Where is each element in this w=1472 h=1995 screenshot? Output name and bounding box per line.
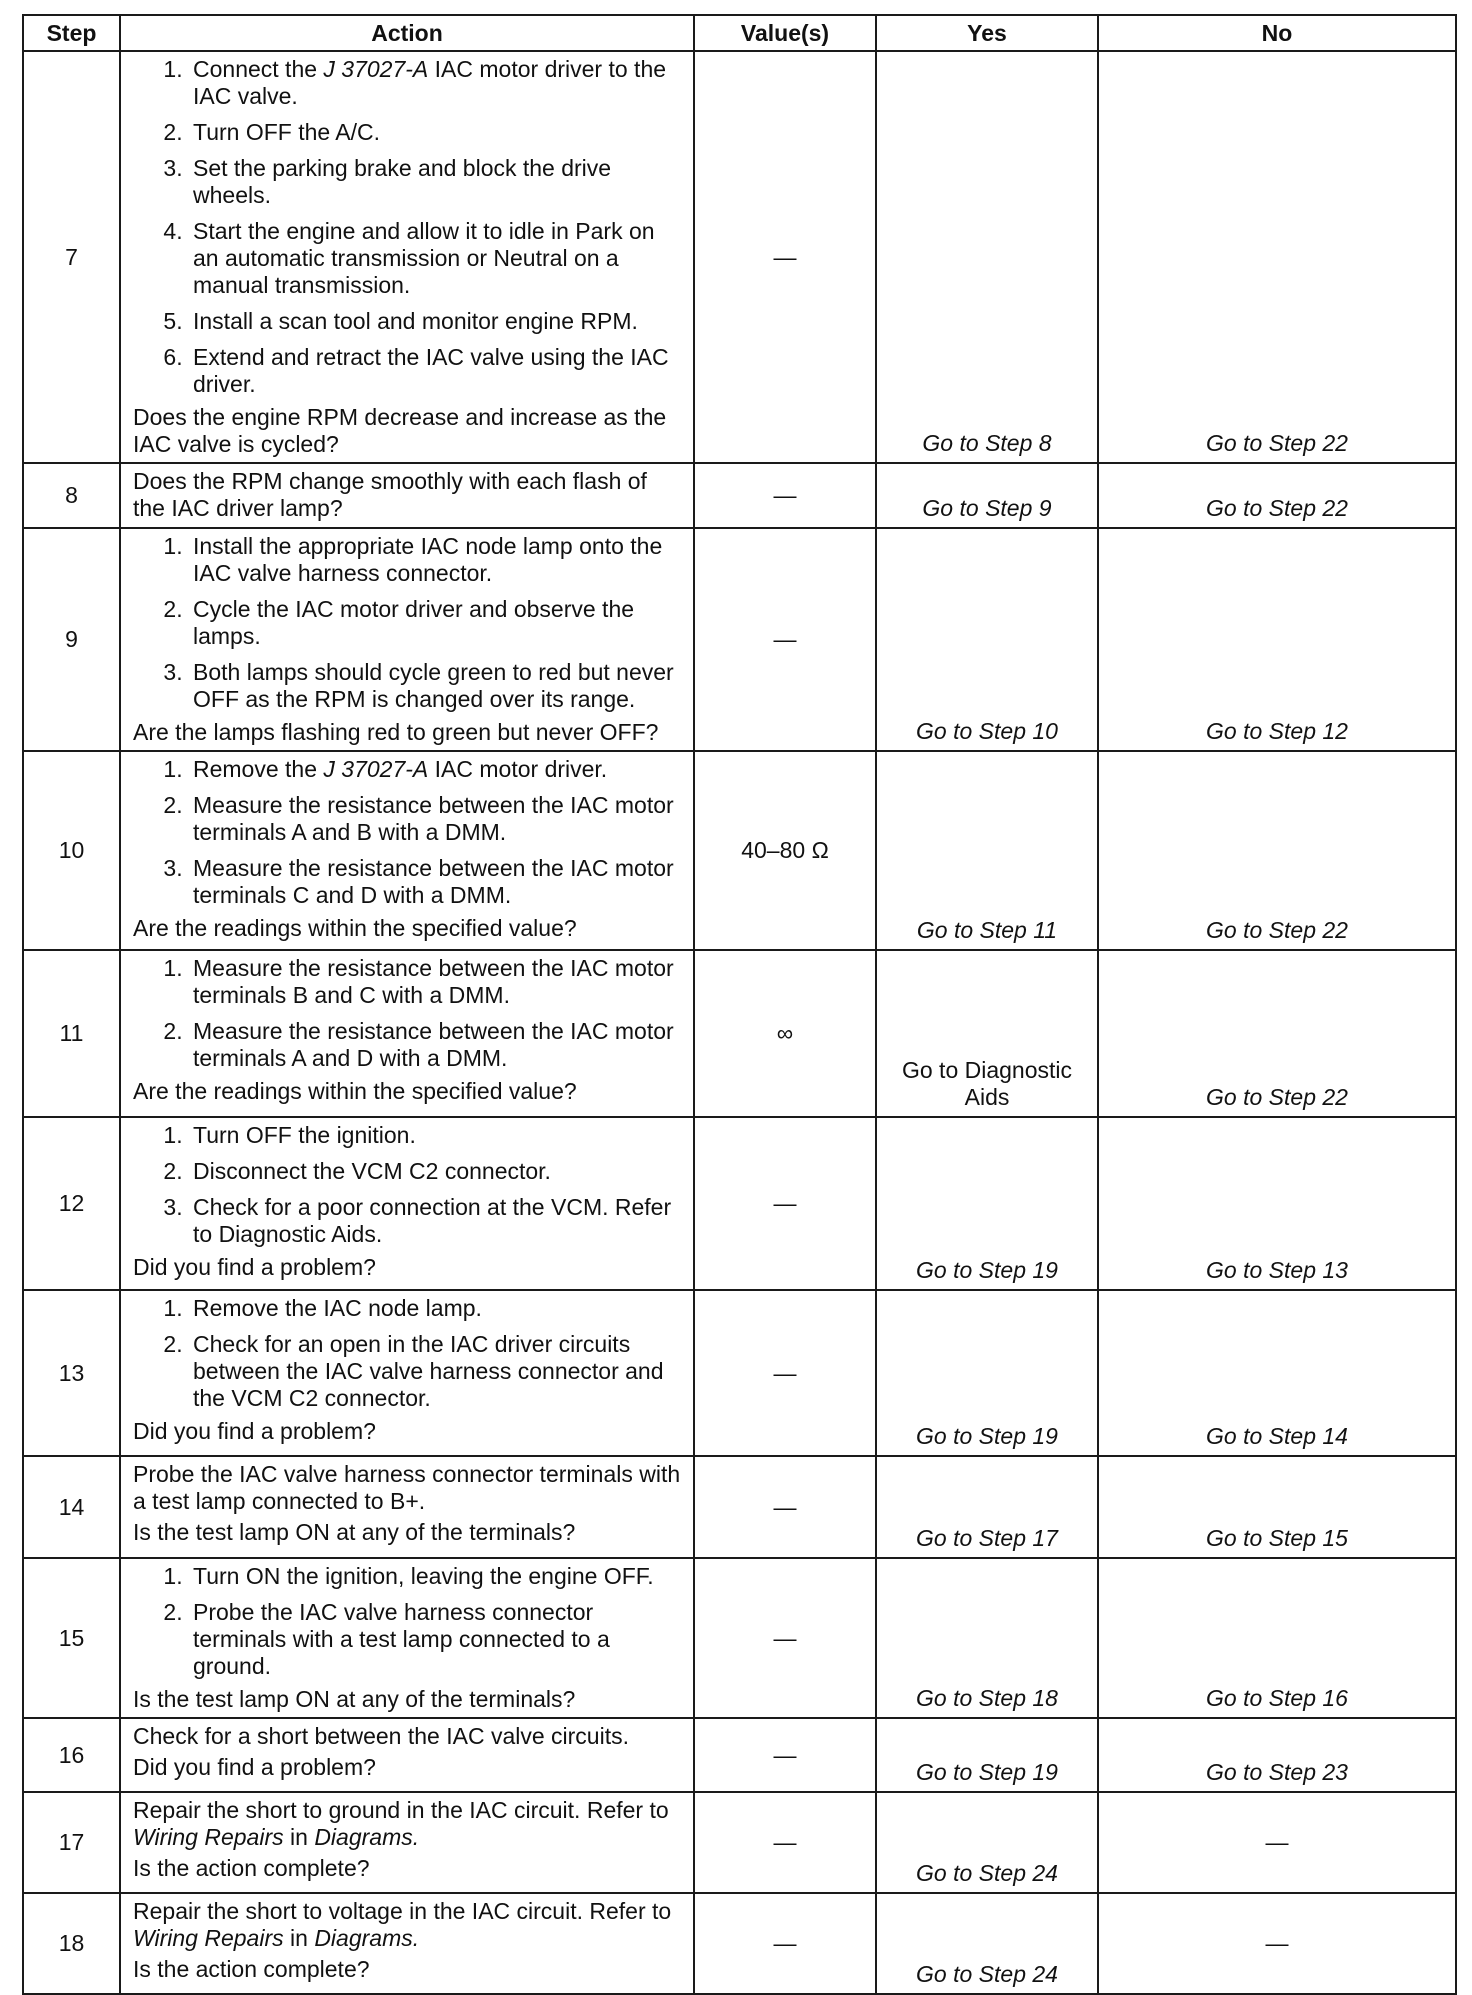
value-cell: — — [694, 463, 876, 528]
value-cell: — — [694, 528, 876, 751]
no-cell: Go to Step 12 — [1098, 528, 1456, 751]
step-number: 8 — [23, 463, 120, 528]
action-cell — [120, 950, 694, 1117]
table-row — [23, 1290, 1456, 1456]
action-text: Does the RPM change smoothly with each flash of the IAC driver lamp? — [133, 468, 647, 521]
value-cell: — — [694, 51, 876, 463]
action-text: Repair the short to ground in the IAC circuit. Refer to Wiring Repairs in Diagrams. — [133, 1797, 669, 1850]
header-yes: Yes — [876, 15, 1098, 51]
action-cell — [120, 1456, 694, 1558]
step-number: 15 — [23, 1558, 120, 1718]
action-list — [133, 1122, 685, 1248]
no-cell: Go to Step 16 — [1098, 1558, 1456, 1718]
header-row — [23, 15, 1456, 51]
table-row — [23, 51, 1456, 463]
step-number: 12 — [23, 1117, 120, 1290]
yes-cell: Go to Step 24 — [876, 1792, 1098, 1893]
action-question: Is the test lamp ON at any of the terminals? — [133, 1519, 576, 1545]
action-item: 1. Turn OFF the ignition. — [189, 1122, 685, 1149]
step-number: 18 — [23, 1893, 120, 1994]
value-cell: — — [694, 1893, 876, 1994]
action-item: 1. Connect the J 37027-A IAC motor driver to the IAC valve. — [189, 56, 685, 110]
action-list — [133, 56, 685, 398]
header-action: Action — [120, 15, 694, 51]
no-cell: Go to Step 22 — [1098, 463, 1456, 528]
no-cell: Go to Step 15 — [1098, 1456, 1456, 1558]
action-item: 2. Check for an open in the IAC driver circuits between the IAC valve harness connector and the VCM C2 connector. — [189, 1331, 685, 1412]
diagnostic-table — [22, 14, 1457, 1995]
action-item: 4. Start the engine and allow it to idle in Park on an automatic transmission or Neutral on a manual transmission. — [189, 218, 685, 299]
action-question: Did you find a problem? — [133, 1418, 376, 1444]
header-step: Step — [23, 15, 120, 51]
table-row — [23, 1718, 1456, 1792]
action-question: Are the readings within the specified value? — [133, 1078, 577, 1104]
action-cell — [120, 751, 694, 950]
action-item: 2. Probe the IAC valve harness connector terminals with a test lamp connected to a ground. — [189, 1599, 685, 1680]
action-item: 2. Cycle the IAC motor driver and observe the lamps. — [189, 596, 685, 650]
no-cell: Go to Step 22 — [1098, 751, 1456, 950]
action-cell — [120, 1558, 694, 1718]
step-number: 11 — [23, 950, 120, 1117]
table-row — [23, 751, 1456, 950]
action-list — [133, 756, 685, 909]
action-question: Is the test lamp ON at any of the terminals? — [133, 1686, 576, 1712]
value-cell: — — [694, 1117, 876, 1290]
action-question: Does the engine RPM decrease and increase as the IAC valve is cycled? — [133, 404, 667, 457]
value-cell: ∞ — [694, 950, 876, 1117]
action-item: 3. Measure the resistance between the IAC motor terminals C and D with a DMM. — [189, 855, 685, 909]
action-item: 1. Measure the resistance between the IAC motor terminals B and C with a DMM. — [189, 955, 685, 1009]
yes-cell: Go to Step 24 — [876, 1893, 1098, 1994]
table-row — [23, 1792, 1456, 1893]
yes-cell: Go to Step 11 — [876, 751, 1098, 950]
action-item: 1. Remove the IAC node lamp. — [189, 1295, 685, 1322]
value-cell: — — [694, 1792, 876, 1893]
action-list — [133, 533, 685, 713]
step-number: 14 — [23, 1456, 120, 1558]
table-row — [23, 1558, 1456, 1718]
action-question: Is the action complete? — [133, 1956, 370, 1982]
action-item: 3. Check for a poor connection at the VCM. Refer to Diagnostic Aids. — [189, 1194, 685, 1248]
step-number: 7 — [23, 51, 120, 463]
step-number: 16 — [23, 1718, 120, 1792]
header-no: No — [1098, 15, 1456, 51]
table-row — [23, 1893, 1456, 1994]
action-item: 3. Both lamps should cycle green to red but never OFF as the RPM is changed over its range. — [189, 659, 685, 713]
action-cell — [120, 1893, 694, 1994]
action-text: Check for a short between the IAC valve circuits. — [133, 1723, 629, 1749]
yes-cell: Go to Diagnostic Aids — [876, 950, 1098, 1117]
yes-cell: Go to Step 19 — [876, 1117, 1098, 1290]
no-cell: Go to Step 22 — [1098, 950, 1456, 1117]
action-question: Did you find a problem? — [133, 1254, 376, 1280]
step-number: 10 — [23, 751, 120, 950]
table-row — [23, 1456, 1456, 1558]
table-row — [23, 528, 1456, 751]
table-row — [23, 463, 1456, 528]
no-cell: Go to Step 22 — [1098, 51, 1456, 463]
action-item: 2. Measure the resistance between the IAC motor terminals A and B with a DMM. — [189, 792, 685, 846]
action-item: 6. Extend and retract the IAC valve using the IAC driver. — [189, 344, 685, 398]
action-item: 1. Turn ON the ignition, leaving the engine OFF. — [189, 1563, 685, 1590]
no-cell: — — [1098, 1792, 1456, 1893]
yes-cell: Go to Step 10 — [876, 528, 1098, 751]
action-list — [133, 955, 685, 1072]
no-cell: Go to Step 13 — [1098, 1117, 1456, 1290]
action-question: Is the action complete? — [133, 1855, 370, 1881]
no-cell: Go to Step 14 — [1098, 1290, 1456, 1456]
yes-cell: Go to Step 19 — [876, 1718, 1098, 1792]
action-list — [133, 1295, 685, 1412]
action-cell — [120, 463, 694, 528]
action-item: 2. Turn OFF the A/C. — [189, 119, 685, 146]
action-item: 2. Measure the resistance between the IAC motor terminals A and D with a DMM. — [189, 1018, 685, 1072]
step-number: 13 — [23, 1290, 120, 1456]
action-text: Repair the short to voltage in the IAC circuit. Refer to Wiring Repairs in Diagrams. — [133, 1898, 672, 1951]
action-item: 5. Install a scan tool and monitor engine RPM. — [189, 308, 685, 335]
action-cell — [120, 1792, 694, 1893]
action-cell — [120, 1290, 694, 1456]
no-cell: Go to Step 23 — [1098, 1718, 1456, 1792]
action-cell — [120, 51, 694, 463]
step-number: 17 — [23, 1792, 120, 1893]
table-row — [23, 1117, 1456, 1290]
action-cell — [120, 528, 694, 751]
yes-cell: Go to Step 8 — [876, 51, 1098, 463]
value-cell: 40–80 Ω — [694, 751, 876, 950]
header-values: Value(s) — [694, 15, 876, 51]
step-number: 9 — [23, 528, 120, 751]
value-cell: — — [694, 1718, 876, 1792]
action-cell — [120, 1117, 694, 1290]
action-text: Probe the IAC valve harness connector terminals with a test lamp connected to B+. — [133, 1461, 681, 1514]
action-question: Are the lamps flashing red to green but never OFF? — [133, 719, 659, 745]
action-list — [133, 1563, 685, 1680]
action-question: Did you find a problem? — [133, 1754, 376, 1780]
action-item: 3. Set the parking brake and block the drive wheels. — [189, 155, 685, 209]
action-item: 1. Remove the J 37027-A IAC motor driver. — [189, 756, 685, 783]
yes-cell: Go to Step 19 — [876, 1290, 1098, 1456]
value-cell: — — [694, 1456, 876, 1558]
action-item: 1. Install the appropriate IAC node lamp onto the IAC valve harness connector. — [189, 533, 685, 587]
value-cell: — — [694, 1558, 876, 1718]
action-question: Are the readings within the specified value? — [133, 915, 577, 941]
yes-cell: Go to Step 9 — [876, 463, 1098, 528]
table-row — [23, 950, 1456, 1117]
yes-cell: Go to Step 17 — [876, 1456, 1098, 1558]
no-cell: — — [1098, 1893, 1456, 1994]
value-cell: — — [694, 1290, 876, 1456]
action-item: 2. Disconnect the VCM C2 connector. — [189, 1158, 685, 1185]
yes-cell: Go to Step 18 — [876, 1558, 1098, 1718]
action-cell — [120, 1718, 694, 1792]
